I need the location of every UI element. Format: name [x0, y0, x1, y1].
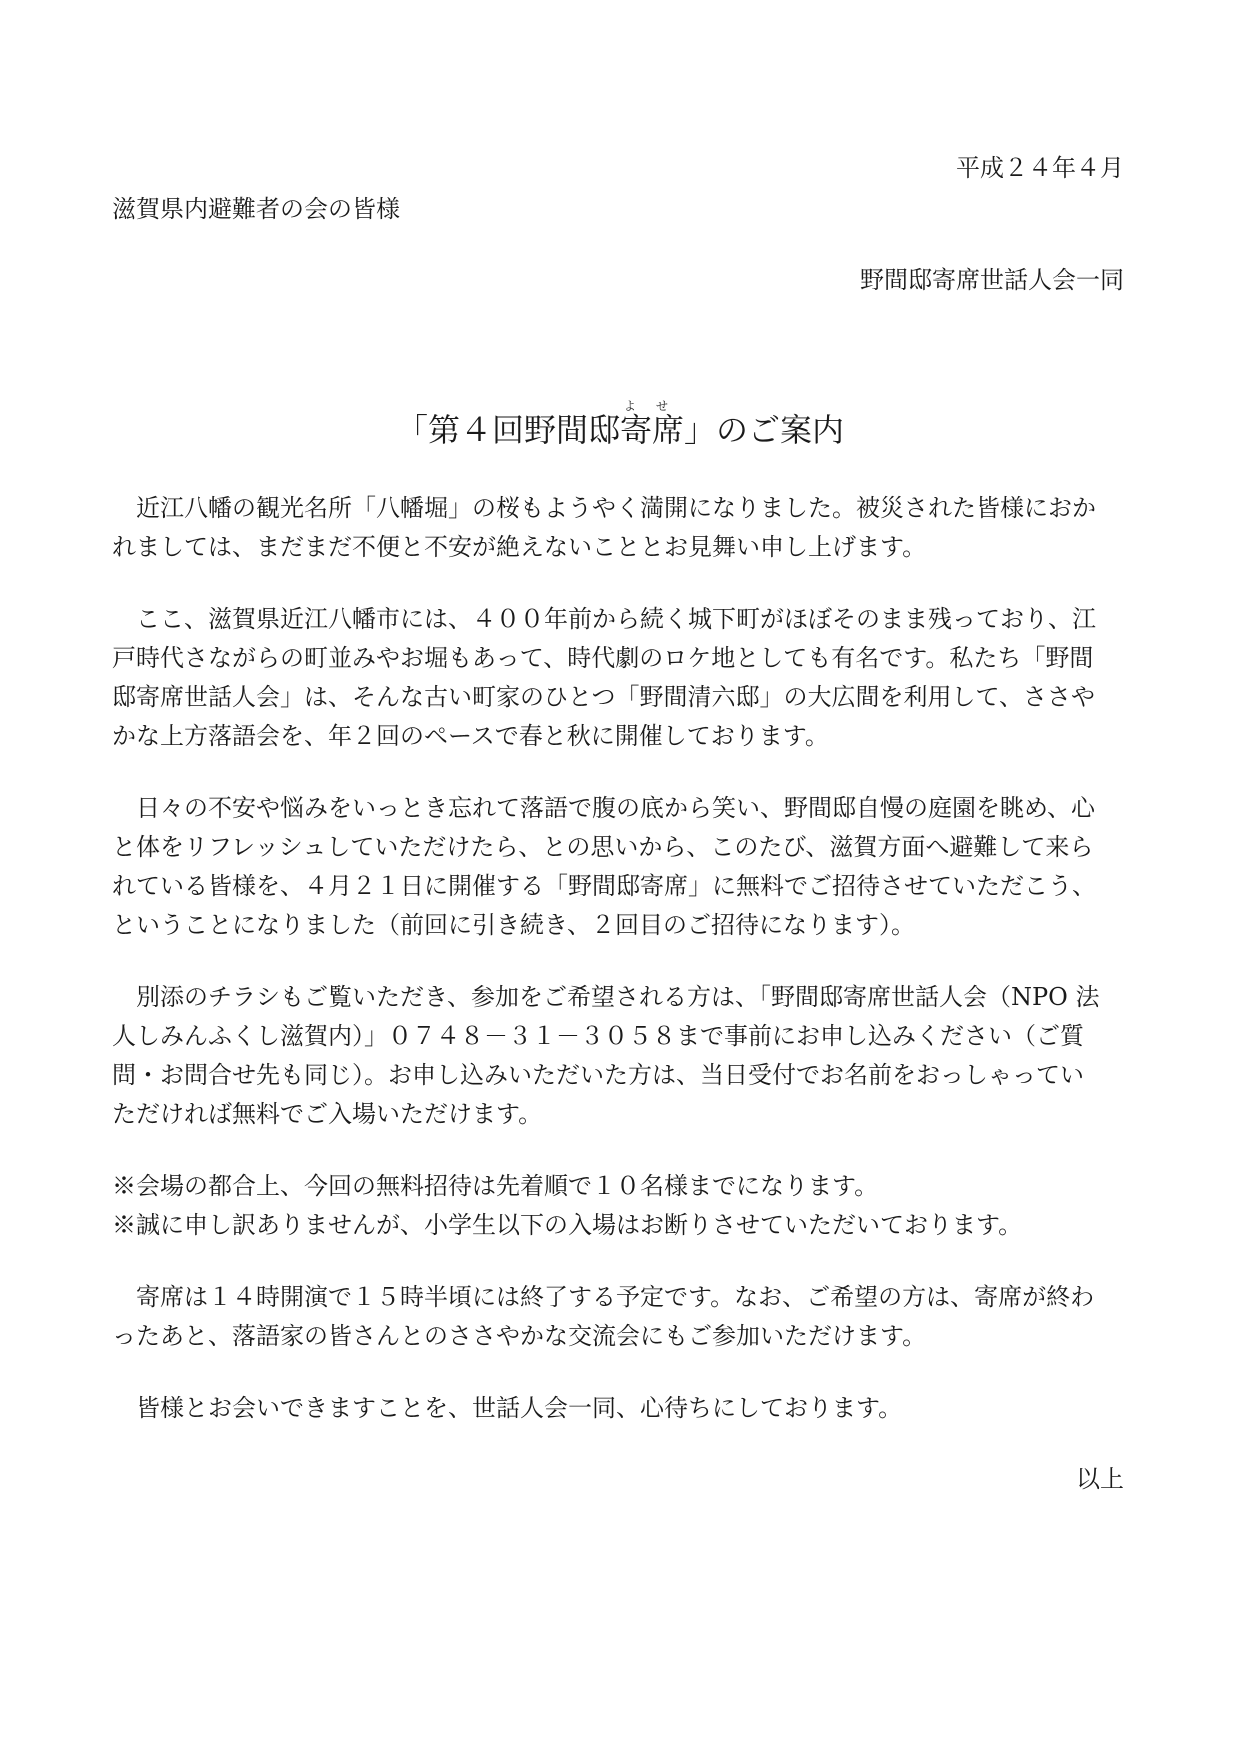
body-line: 別添のチラシもご覧いただき、参加をご希望される方は、「野間邸寄席世話人会（NPO 法: [112, 983, 1100, 1011]
title-after: 」のご案内: [684, 411, 845, 449]
title-ruby-base: 寄席: [619, 411, 684, 449]
body-line: ただければ無料でご入場いただけます。: [112, 1100, 543, 1128]
title-ruby: [619, 399, 684, 449]
date: 平成２４年４月: [956, 154, 1124, 182]
body-line: ということになりました（前回に引き続き、２回目のご招待になります）。: [112, 911, 916, 939]
body-line: 皆様とお会いできますことを、世話人会一同、心待ちにしております。: [112, 1394, 903, 1422]
note-line: ※会場の都合上、今回の無料招待は先着順で１０名様までになります。: [112, 1172, 879, 1200]
body-line: 寄席は１４時開演で１５時半頃には終了する予定です。なお、ご希望の方は、寄席が終わ: [112, 1283, 1095, 1311]
body-line: 邸寄席世話人会」は、そんな古い町家のひとつ「野間清六邸」の大広間を利用して、ささや: [112, 683, 1096, 711]
addressee: 滋賀県内避難者の会の皆様: [112, 195, 400, 223]
body-line: 近江八幡の観光名所「八幡堀」の桜もようやく満開になりました。被災された皆様におか: [112, 494, 1096, 522]
body-line: と体をリフレッシュしていただけたら、との思いから、このたび、滋賀方面へ避難して来ら: [112, 833, 1094, 861]
body-line: ここ、滋賀県近江八幡市には、４００年前から続く城下町がほぼそのまま残っており、江: [112, 605, 1096, 633]
closing: 以上: [1076, 1465, 1124, 1493]
body-line: 日々の不安や悩みをいっとき忘れて落語で腹の底から笑い、野間邸自慢の庭園を眺め、心: [112, 794, 1096, 822]
title-ruby-text: よせ: [619, 399, 684, 413]
body-line: 問・お問合せ先も同じ）。お申し込みいただいた方は、当日受付でお名前をおっしゃってい: [112, 1061, 1084, 1089]
note-line: ※誠に申し訳ありませんが、小学生以下の入場はお断りさせていただいております。: [112, 1211, 1023, 1239]
sender: 野間邸寄席世話人会一同: [860, 266, 1124, 294]
title-before: 「第４回野間邸: [395, 411, 620, 449]
body-line: れている皆様を、４月２１日に開催する「野間邸寄席」に無料でご招待させていただこう、: [112, 872, 1096, 900]
document-title: [0, 399, 1240, 450]
body-line: ったあと、落語家の皆さんとのささやかな交流会にもご参加いただけます。: [112, 1322, 927, 1350]
body-line: 人しみんふくし滋賀内）」０７４８－３１－３０５８まで事前にお申し込みください（ご質: [112, 1022, 1084, 1050]
body-line: 戸時代さながらの町並みやお堀もあって、時代劇のロケ地としても有名です。私たち「野間: [112, 644, 1094, 672]
body-line: かな上方落語会を、年２回のペースで春と秋に開催しております。: [112, 722, 829, 750]
body-line: れましては、まだまだ不便と不安が絶えないこととお見舞い申し上げます。: [112, 533, 927, 561]
